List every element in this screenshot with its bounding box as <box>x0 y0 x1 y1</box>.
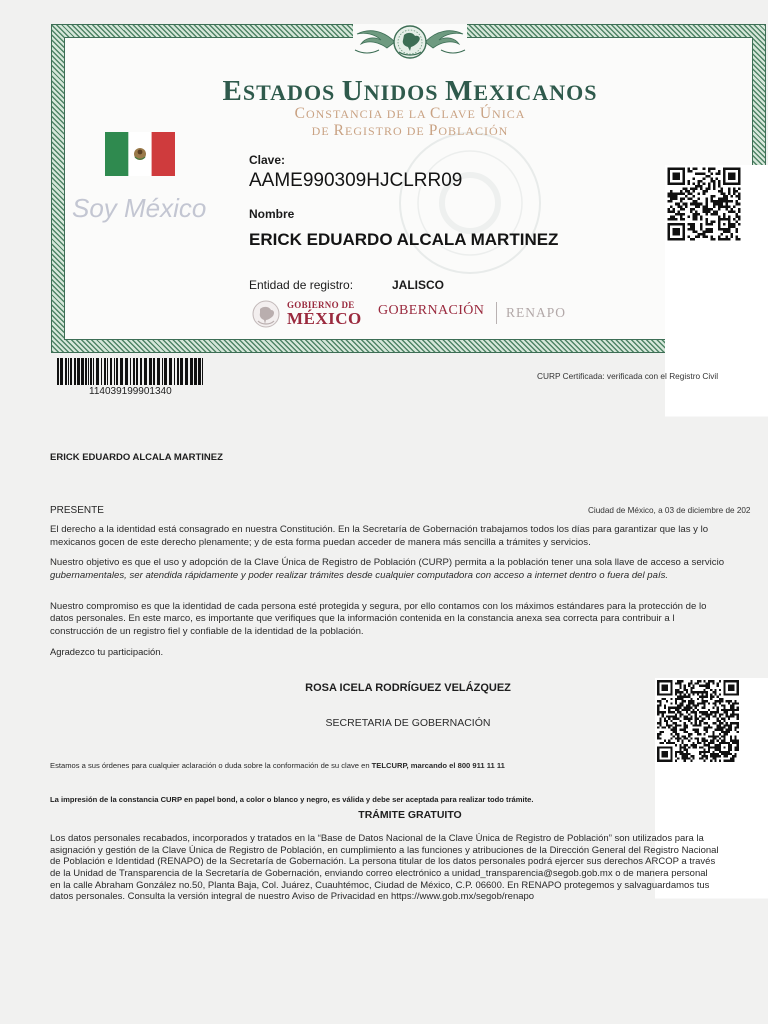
privacy-line-3: de Población e Identidad (RENAPO) de la Secretaría de Gobernación. La persona titular de los datos personales podrá ejercer sus derechos ARCOP a través <box>50 856 716 867</box>
curp-verification-note: CURP Certificada: verificada con el Registro Civil <box>537 371 719 381</box>
smallcaps-rest: STADOS <box>242 80 336 105</box>
paragraph-1-line-2: mexicanos gocen de este derecho plenamente; y de esta forma puedan acceder de manera más sencilla a trámites y servicios. <box>50 536 591 548</box>
privacy-line-5: en la calle Abraham González no.50, Planta Baja, Col. Juárez, Cuauhtémoc, Ciudad de México, C.P. 06600. En RENAPO protegemos y salvaguardamos tus <box>50 880 710 891</box>
smallcaps-rest: DE <box>406 124 425 138</box>
clave-label: Clave: <box>249 153 286 167</box>
smallcaps-rest: EGISTRO <box>345 124 403 138</box>
smallcaps-rest: OBLACIÓN <box>438 124 509 138</box>
paragraph-3-line-1: Nuestro compromiso es que la identidad de cada persona esté protegida y segura, por ello contamos con los máximos estándares para la protección de lo <box>50 600 707 612</box>
entidad-label: Entidad de registro: <box>249 278 354 292</box>
smallcaps-initial: P <box>428 122 439 139</box>
barcode-number: 114039199901340 <box>89 386 172 397</box>
paragraph-3-line-3: construcción de un registro fiel y confiable de la identidad de la población. <box>50 625 364 637</box>
smallcaps-initial: E <box>222 75 243 107</box>
smallcaps-rest: NICA <box>492 107 526 121</box>
privacy-line-4: de la Unidad de Transparencia de la Secretaría de Gobernación, enviando correo electrónico a unidad_transparencia@segob.gob.mx o de manera personal <box>50 868 708 879</box>
clave-value: AAME990309HJCLRR09 <box>249 170 463 191</box>
paragraph-2-line-2: gubernamentales, ser atendida rápidamente y poder realizar trámites desde cualquier computadora con acceso a internet dentro o fuera del país. <box>50 569 669 581</box>
nombre-label: Nombre <box>249 207 295 221</box>
letter-date: Ciudad de México, a 03 de diciembre de 202 <box>588 505 751 515</box>
certificate-subtitle-line-1 <box>160 105 660 123</box>
logo-divider <box>496 302 497 324</box>
validity-notice: La impresión de la constancia CURP en papel bond, a color o blanco y negro, es válida y debe ser aceptada para realizar todo trámite. <box>50 795 534 804</box>
contact-text: Estamos a sus órdenes para cualquier aclaración o duda sobre la conformación de su clave en <box>50 761 372 770</box>
nombre-value: ERICK EDUARDO ALCALA MARTINEZ <box>249 230 559 249</box>
certificate-subtitle-line-2 <box>160 122 660 140</box>
smallcaps-initial: R <box>333 122 346 139</box>
qr-code-icon <box>655 678 741 764</box>
smallcaps-rest: LA <box>408 107 427 121</box>
contact-line <box>50 761 505 771</box>
mexican-flag-icon <box>105 132 175 176</box>
contact-telcurp: TELCURP, marcando el 800 911 11 11 <box>371 761 505 770</box>
paragraph-3-line-2: datos personales. En este marco, es importante que verifiques que la información contenida en la constancia anexa sea correcta para contribuir a l <box>50 613 675 624</box>
smallcaps-rest: EXICANOS <box>473 80 598 105</box>
mexico-label: MÉXICO <box>287 309 362 328</box>
certificate <box>0 0 768 360</box>
gobierno-emblem-icon <box>250 299 282 329</box>
letter-closing: Agradezco tu participación. <box>50 645 164 657</box>
gobernacion-logo: GOBERNACIÓN <box>378 303 485 318</box>
smallcaps-rest: ONSTANCIA <box>305 107 383 121</box>
qr-code-icon <box>665 165 743 243</box>
privacy-line-6: datos personales. Consulta la versión integral de nuestro Aviso de Privacidad en https://www.gob.mx/segob/renapo <box>50 891 535 902</box>
national-emblem-icon <box>335 20 485 66</box>
privacy-line-2: asignación y gestión de la Clave Única de Registro de Población, en cumplimiento a las funciones y atribuciones de la Dirección General del Registro Nacional <box>50 845 719 856</box>
smallcaps-rest: LAVE <box>441 107 476 121</box>
watermark-seal-icon <box>395 128 545 278</box>
smallcaps-rest: NIDOS <box>363 80 439 105</box>
certificate-title <box>120 75 700 109</box>
smallcaps-rest: DE <box>311 124 330 138</box>
paragraph-2-line-1: Nuestro objetivo es que el uso y adopción de la Clave Única de Registro de Población (CURP) permita a la población tener una sola llave de acceso a servicio <box>50 556 725 568</box>
barcode-icon <box>57 358 203 385</box>
smallcaps-initial: Ú <box>479 105 493 122</box>
smallcaps-rest: DE <box>386 107 405 121</box>
entidad-value: JALISCO <box>392 278 445 292</box>
letter-recipient: ERICK EDUARDO ALCALA MARTINEZ <box>50 451 223 463</box>
renapo-logo: RENAPO <box>506 305 567 320</box>
soy-mexico-slogan: Soy México <box>72 193 207 223</box>
gobierno-de-label: GOBIERNO DE <box>287 299 355 310</box>
smallcaps-initial: C <box>294 105 306 122</box>
paragraph-1-line-1: El derecho a la identidad está consagrado en nuestra Constitución. En la Secretaría de Gobernación trabajamos todos los días para garantizar que las y lo <box>50 523 709 535</box>
privacy-line-1: Los datos personales recabados, incorporados y tratados en la “Base de Datos Nacional de la Clave Única de Registro de Población” son utilizados para la <box>50 833 704 844</box>
barcode-bars <box>57 358 203 385</box>
free-procedure-notice: TRÁMITE GRATUITO <box>358 809 462 821</box>
signatory-title: SECRETARIA DE GOBERNACIÓN <box>325 717 491 729</box>
smallcaps-initial: C <box>430 105 442 122</box>
letter-salutation: PRESENTE <box>50 504 104 516</box>
smallcaps-initial: U <box>341 75 364 107</box>
smallcaps-initial: M <box>444 75 474 107</box>
signatory-name: ROSA ICELA RODRÍGUEZ VELÁZQUEZ <box>305 682 511 694</box>
